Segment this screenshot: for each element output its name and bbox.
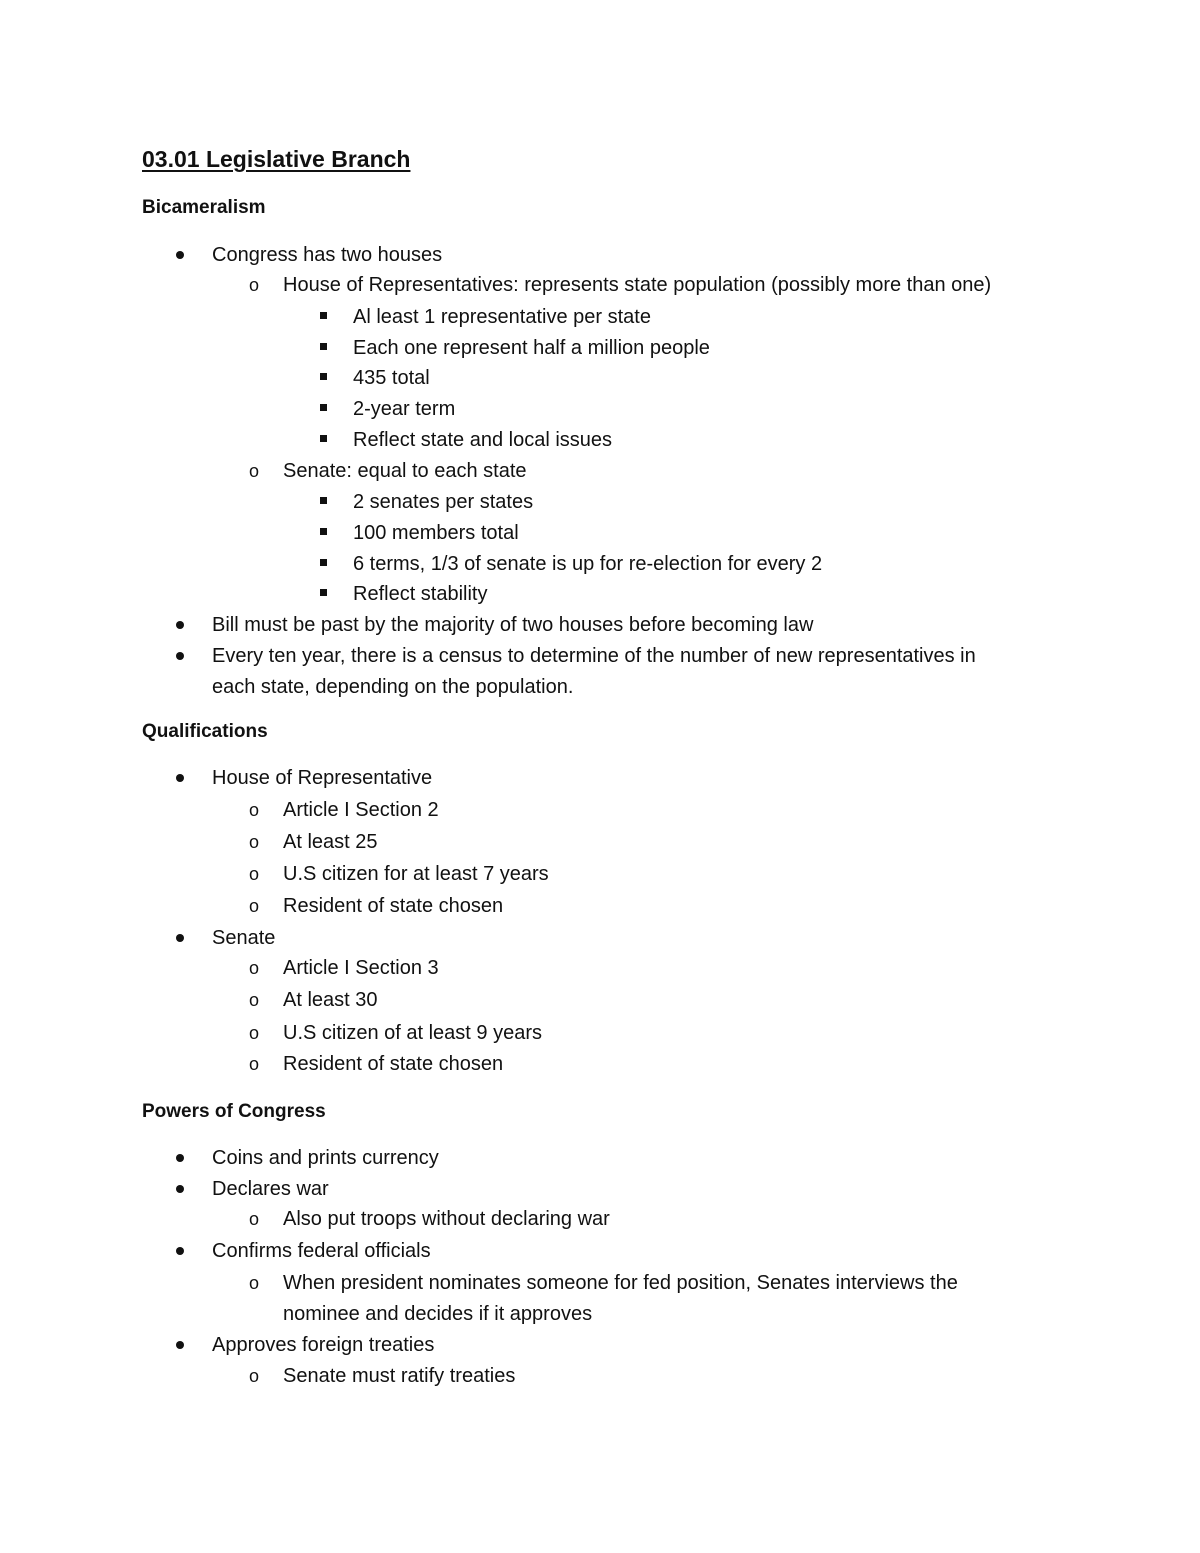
bullet-circle-icon: o (249, 461, 260, 481)
bullet-circle-icon: o (249, 1273, 260, 1293)
list-item: Bill must be past by the majority of two houses before becoming law (212, 614, 814, 636)
list-item: Al least 1 representative per state (353, 306, 651, 328)
bullet-circle-icon: o (249, 1023, 260, 1043)
section-heading-bicameralism: Bicameralism (142, 197, 266, 218)
bullet-square-icon (320, 343, 327, 350)
bullet-dot-icon (176, 1247, 184, 1255)
list-item: 100 members total (353, 522, 519, 544)
bullet-circle-icon: o (249, 800, 260, 820)
bullet-dot-icon (176, 621, 184, 629)
bullet-square-icon (320, 404, 327, 411)
list-item: 435 total (353, 367, 430, 389)
bullet-square-icon (320, 312, 327, 319)
list-item: Each one represent half a million people (353, 337, 710, 359)
bullet-circle-icon: o (249, 832, 260, 852)
bullet-circle-icon: o (249, 275, 260, 295)
list-item: Article I Section 2 (283, 799, 439, 821)
bullet-circle-icon: o (249, 1054, 260, 1074)
list-item: Senate must ratify treaties (283, 1365, 516, 1387)
bullet-dot-icon (176, 251, 184, 259)
list-item: Also put troops without declaring war (283, 1208, 610, 1230)
bullet-circle-icon: o (249, 896, 260, 916)
list-item: Article I Section 3 (283, 957, 439, 979)
list-item: 6 terms, 1/3 of senate is up for re-election for every 2 (353, 553, 823, 575)
list-item-continuation: each state, depending on the population. (212, 676, 574, 698)
bullet-square-icon (320, 373, 327, 380)
list-item: Reflect state and local issues (353, 429, 613, 451)
list-item: At least 25 (283, 831, 378, 853)
list-item: Every ten year, there is a census to determine of the number of new representatives in (212, 645, 976, 667)
list-item: U.S citizen of at least 9 years (283, 1022, 543, 1044)
list-item: Reflect stability (353, 583, 488, 605)
list-item: U.S citizen for at least 7 years (283, 863, 549, 885)
bullet-square-icon (320, 559, 327, 566)
bullet-circle-icon: o (249, 1209, 260, 1229)
bullet-square-icon (320, 435, 327, 442)
list-item: At least 30 (283, 989, 378, 1011)
bullet-dot-icon (176, 1185, 184, 1193)
bullet-dot-icon (176, 934, 184, 942)
document-title: 03.01 Legislative Branch (142, 146, 411, 172)
list-item: Confirms federal officials (212, 1240, 431, 1262)
list-item: House of Representative (212, 767, 433, 789)
section-heading-qualifications: Qualifications (142, 721, 268, 742)
bullet-square-icon (320, 497, 327, 504)
list-item: Declares war (212, 1178, 329, 1200)
bullet-dot-icon (176, 1154, 184, 1162)
bullet-square-icon (320, 528, 327, 535)
list-item: 2 senates per states (353, 491, 534, 513)
bullet-dot-icon (176, 652, 184, 660)
list-item: Senate (212, 927, 276, 949)
list-item: When president nominates someone for fed position, Senates interviews the (283, 1272, 958, 1294)
list-item: Resident of state chosen (283, 895, 504, 917)
list-item: House of Representatives: represents state population (possibly more than one) (283, 274, 992, 296)
bullet-dot-icon (176, 1341, 184, 1349)
bullet-circle-icon: o (249, 958, 260, 978)
section-heading-powers: Powers of Congress (142, 1101, 326, 1122)
list-item: Resident of state chosen (283, 1053, 504, 1075)
bullet-square-icon (320, 589, 327, 596)
list-item-continuation: nominee and decides if it approves (283, 1303, 593, 1325)
bullet-circle-icon: o (249, 864, 260, 884)
list-item: Senate: equal to each state (283, 460, 527, 482)
list-item: Approves foreign treaties (212, 1334, 435, 1356)
list-item: Congress has two houses (212, 244, 443, 266)
list-item: Coins and prints currency (212, 1147, 439, 1169)
bullet-circle-icon: o (249, 990, 260, 1010)
bullet-circle-icon: o (249, 1366, 260, 1386)
bullet-dot-icon (176, 774, 184, 782)
list-item: 2-year term (353, 398, 456, 420)
